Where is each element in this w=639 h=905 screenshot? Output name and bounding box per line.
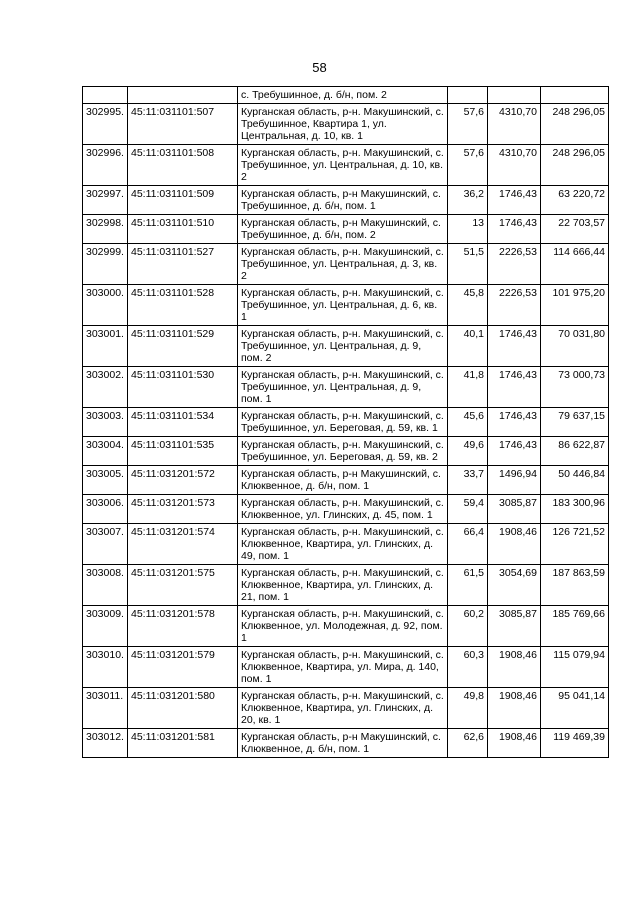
record-number: 302997.	[83, 186, 128, 215]
rate-value: 1746,43	[488, 437, 541, 466]
property-address: с. Требушинное, д. б/н, пом. 2	[238, 87, 448, 104]
property-address: Курганская область, р-н. Макушинский, с. Требушинное, ул. Береговая, д. 59, кв. 1	[238, 408, 448, 437]
cadastral-number: 45:11:031201:575	[128, 565, 238, 606]
area-value: 61,5	[448, 565, 488, 606]
property-address: Курганская область, р-н. Макушинский, с. Клюквенное, Квартира, ул. Глинских, д. 49, пом. 1	[238, 524, 448, 565]
rate-value: 2226,53	[488, 285, 541, 326]
cadastral-value: 185 769,66	[541, 606, 609, 647]
area-value: 36,2	[448, 186, 488, 215]
area-value: 40,1	[448, 326, 488, 367]
rate-value: 1746,43	[488, 186, 541, 215]
rate-value: 1908,46	[488, 729, 541, 758]
cadastral-number: 45:11:031101:507	[128, 104, 238, 145]
table-body	[83, 87, 609, 758]
area-value: 57,6	[448, 145, 488, 186]
rate-value: 3054,69	[488, 565, 541, 606]
cadastral-value: 70 031,80	[541, 326, 609, 367]
property-address: Курганская область, р-н. Макушинский, с. Клюквенное, Квартира, ул. Глинских, д. 20, кв. 1	[238, 688, 448, 729]
record-number: 303012.	[83, 729, 128, 758]
rate-value: 3085,87	[488, 606, 541, 647]
page-number: 58	[312, 60, 327, 75]
record-number: 302998.	[83, 215, 128, 244]
rate-value: 2226,53	[488, 244, 541, 285]
cadastral-number: 45:11:031201:572	[128, 466, 238, 495]
cadastral-number: 45:11:031101:534	[128, 408, 238, 437]
cadastral-value: 73 000,73	[541, 367, 609, 408]
record-number: 302995.	[83, 104, 128, 145]
rate-value: 1746,43	[488, 367, 541, 408]
area-value: 13	[448, 215, 488, 244]
property-address: Курганская область, р-н. Макушинский, с. Требушинное, ул. Центральная, д. 6, кв. 1	[238, 285, 448, 326]
table-row	[83, 408, 609, 437]
record-number: 303005.	[83, 466, 128, 495]
rate-value: 1908,46	[488, 688, 541, 729]
property-address: Курганская область, р-н Макушинский, с. Клюквенное, д. б/н, пом. 1	[238, 729, 448, 758]
area-value: 60,2	[448, 606, 488, 647]
cadastral-number: 45:11:031201:579	[128, 647, 238, 688]
cadastral-value: 187 863,59	[541, 565, 609, 606]
property-address: Курганская область, р-н. Макушинский, с. Требушинное, ул. Центральная, д. 9, пом. 2	[238, 326, 448, 367]
area-value: 41,8	[448, 367, 488, 408]
rate-value: 4310,70	[488, 145, 541, 186]
cadastral-value: 248 296,05	[541, 104, 609, 145]
table-row	[83, 466, 609, 495]
record-number: 303006.	[83, 495, 128, 524]
rate-value	[488, 87, 541, 104]
rate-value: 4310,70	[488, 104, 541, 145]
cadastral-number: 45:11:031101:508	[128, 145, 238, 186]
area-value: 45,6	[448, 408, 488, 437]
cadastral-value: 22 703,57	[541, 215, 609, 244]
property-address: Курганская область, р-н. Макушинский, с. Требушинное, ул. Береговая, д. 59, кв. 2	[238, 437, 448, 466]
rate-value: 1746,43	[488, 408, 541, 437]
table-row	[83, 244, 609, 285]
area-value: 62,6	[448, 729, 488, 758]
cadastral-value: 119 469,39	[541, 729, 609, 758]
area-value: 49,8	[448, 688, 488, 729]
table-row	[83, 606, 609, 647]
cadastral-value: 86 622,87	[541, 437, 609, 466]
table-row	[83, 215, 609, 244]
record-number: 303000.	[83, 285, 128, 326]
cadastral-value: 79 637,15	[541, 408, 609, 437]
area-value	[448, 87, 488, 104]
cadastral-value: 183 300,96	[541, 495, 609, 524]
table-row	[83, 145, 609, 186]
area-value: 57,6	[448, 104, 488, 145]
table-row	[83, 565, 609, 606]
table-row	[83, 647, 609, 688]
cadastral-number: 45:11:031101:527	[128, 244, 238, 285]
cadastral-number: 45:11:031201:574	[128, 524, 238, 565]
cadastral-value	[541, 87, 609, 104]
rate-value: 1908,46	[488, 524, 541, 565]
cadastral-value: 63 220,72	[541, 186, 609, 215]
record-number	[83, 87, 128, 104]
table-row	[83, 495, 609, 524]
table-row	[83, 104, 609, 145]
cadastral-number: 45:11:031101:535	[128, 437, 238, 466]
property-address: Курганская область, р-н. Макушинский, с. Требушинное, Квартира 1, ул. Центральная, д. 10, кв. 1	[238, 104, 448, 145]
record-number: 303002.	[83, 367, 128, 408]
cadastral-number: 45:11:031101:509	[128, 186, 238, 215]
property-address: Курганская область, р-н. Макушинский, с. Клюквенное, Квартира, ул. Глинских, д. 21, пом. 1	[238, 565, 448, 606]
cadastral-number: 45:11:031201:578	[128, 606, 238, 647]
table-row	[83, 524, 609, 565]
table-row	[83, 367, 609, 408]
cadastral-number: 45:11:031101:529	[128, 326, 238, 367]
record-number: 303007.	[83, 524, 128, 565]
table-row	[83, 437, 609, 466]
cadastral-value: 114 666,44	[541, 244, 609, 285]
cadastral-number: 45:11:031201:580	[128, 688, 238, 729]
property-address: Курганская область, р-н Макушинский, с. Клюквенное, д. б/н, пом. 1	[238, 466, 448, 495]
property-address: Курганская область, р-н. Макушинский, с. Клюквенное, ул. Глинских, д. 45, пом. 1	[238, 495, 448, 524]
cadastral-value: 101 975,20	[541, 285, 609, 326]
property-address: Курганская область, р-н Макушинский, с. Требушинное, д. б/н, пом. 2	[238, 215, 448, 244]
property-address: Курганская область, р-н. Макушинский, с. Клюквенное, ул. Молодежная, д. 92, пом. 1	[238, 606, 448, 647]
cadastral-number: 45:11:031201:573	[128, 495, 238, 524]
property-address: Курганская область, р-н. Макушинский, с. Требушинное, ул. Центральная, д. 10, кв. 2	[238, 145, 448, 186]
property-address: Курганская область, р-н. Макушинский, с. Требушинное, ул. Центральная, д. 9, пом. 1	[238, 367, 448, 408]
rate-value: 1496,94	[488, 466, 541, 495]
cadastral-value: 95 041,14	[541, 688, 609, 729]
area-value: 33,7	[448, 466, 488, 495]
area-value: 60,3	[448, 647, 488, 688]
property-address: Курганская область, р-н. Макушинский, с. Клюквенное, Квартира, ул. Мира, д. 140, пом. 1	[238, 647, 448, 688]
record-number: 303003.	[83, 408, 128, 437]
area-value: 51,5	[448, 244, 488, 285]
table-row	[83, 729, 609, 758]
table-row	[83, 87, 609, 104]
property-registry-table	[82, 86, 609, 758]
record-number: 303004.	[83, 437, 128, 466]
cadastral-number: 45:11:031201:581	[128, 729, 238, 758]
rate-value: 3085,87	[488, 495, 541, 524]
property-address: Курганская область, р-н. Макушинский, с. Требушинное, ул. Центральная, д. 3, кв. 2	[238, 244, 448, 285]
record-number: 303008.	[83, 565, 128, 606]
area-value: 45,8	[448, 285, 488, 326]
record-number: 303010.	[83, 647, 128, 688]
table-row	[83, 326, 609, 367]
cadastral-value: 248 296,05	[541, 145, 609, 186]
cadastral-value: 50 446,84	[541, 466, 609, 495]
area-value: 49,6	[448, 437, 488, 466]
record-number: 302999.	[83, 244, 128, 285]
record-number: 303001.	[83, 326, 128, 367]
cadastral-number: 45:11:031101:510	[128, 215, 238, 244]
cadastral-number: 45:11:031101:530	[128, 367, 238, 408]
record-number: 303009.	[83, 606, 128, 647]
cadastral-value: 126 721,52	[541, 524, 609, 565]
table-row	[83, 186, 609, 215]
rate-value: 1746,43	[488, 326, 541, 367]
table-row	[83, 688, 609, 729]
table-row	[83, 285, 609, 326]
cadastral-number	[128, 87, 238, 104]
record-number: 303011.	[83, 688, 128, 729]
cadastral-number: 45:11:031101:528	[128, 285, 238, 326]
record-number: 302996.	[83, 145, 128, 186]
rate-value: 1746,43	[488, 215, 541, 244]
rate-value: 1908,46	[488, 647, 541, 688]
cadastral-value: 115 079,94	[541, 647, 609, 688]
area-value: 59,4	[448, 495, 488, 524]
property-address: Курганская область, р-н Макушинский, с. Требушинное, д. б/н, пом. 1	[238, 186, 448, 215]
area-value: 66,4	[448, 524, 488, 565]
